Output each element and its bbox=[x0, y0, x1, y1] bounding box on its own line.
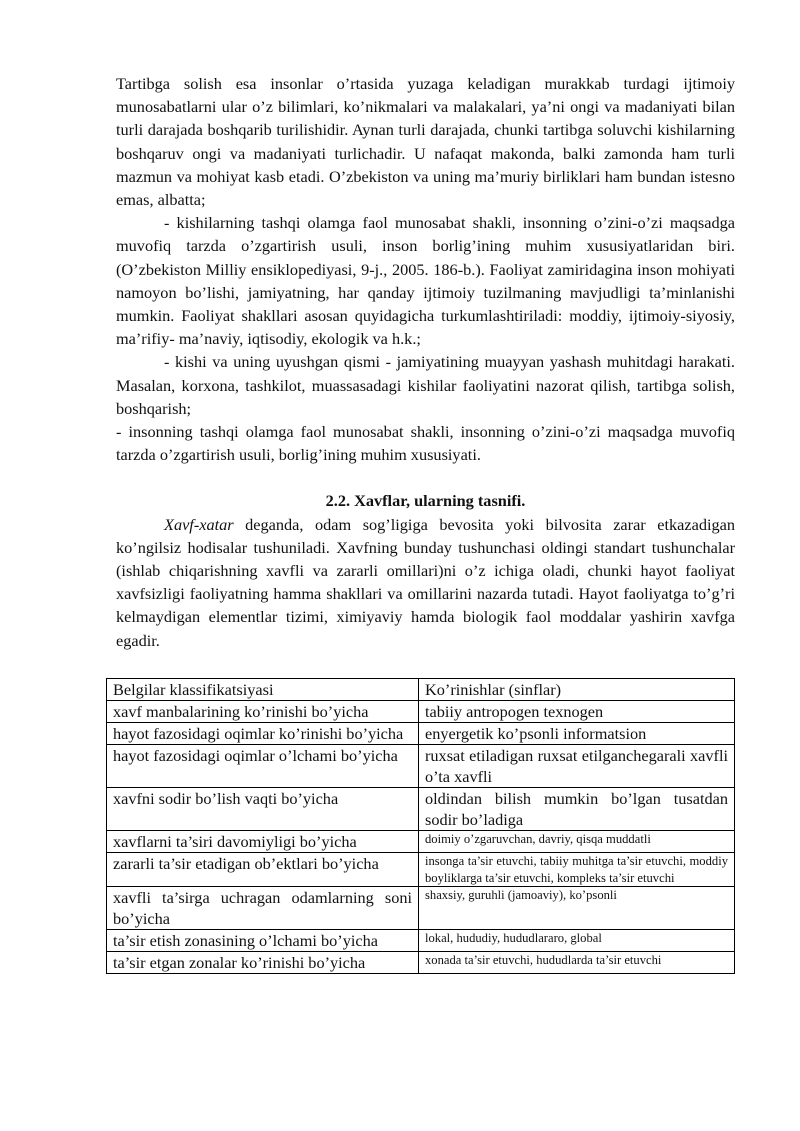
table-cell-criterion: xavflarni ta’siri davomiyligi bo’yicha bbox=[107, 831, 419, 853]
section-heading: 2.2. Xavflar, ularning tasnifi. bbox=[325, 491, 526, 511]
table-cell-criterion: xavfni sodir bo’lish vaqti bo’yicha bbox=[107, 788, 419, 831]
document-page bbox=[116, 72, 735, 652]
term-xavf-xatar: Xavf-xatar bbox=[164, 514, 234, 534]
table-cell-classes: shaxsiy, guruhli (jamoaviy), ko’psonli bbox=[419, 887, 735, 930]
table-cell-criterion: xavfli ta’sirga uchragan odamlarning soni bo’yicha bbox=[107, 887, 419, 930]
table-row bbox=[107, 831, 735, 853]
table-cell-criterion: hayot fazosidagi oqimlar ko’rinishi bo’yicha bbox=[107, 723, 419, 745]
table-row bbox=[107, 930, 735, 952]
paragraph-5 bbox=[116, 513, 735, 652]
table-cell-criterion: ta’sir etgan zonalar ko’rinishi bo’yicha bbox=[107, 952, 419, 974]
table-cell-criterion: ta’sir etish zonasining o’lchami bo’yicha bbox=[107, 930, 419, 952]
table-cell-classes: ruxsat etiladigan ruxsat etilganchegarali xavfli o’ta xavfli bbox=[419, 745, 735, 788]
table-row bbox=[107, 723, 735, 745]
table-cell-classes: insonga ta’sir etuvchi, tabiiy muhitga ta’sir etuvchi, moddiy boyliklarga ta’sir etuvchi, kompleks ta’sir etuvchi bbox=[419, 853, 735, 887]
table-cell-criterion: xavf manbalarining ko’rinishi bo’yicha bbox=[107, 701, 419, 723]
table-cell-classes: xonada ta’sir etuvchi, hududlarda ta’sir etuvchi bbox=[419, 952, 735, 974]
table-row bbox=[107, 701, 735, 723]
paragraph-1: Tartibga solish esa insonlar o’rtasida yuzaga keladigan murakkab turdagi ijtimoiy munosabatlarni ular o’z bilimlari, ko’nikmalari va malakalari, ya’ni ongi va madaniyati bilan turli darajada boshqarib turilishidir. Aynan turli darajada, chunki tartibga soluvchi kishilarning boshqaruv ongi va madaniyati turlichadir. U nafaqat makonda, balki zamonda ham turli mazmun va mohiyat kasb etadi. O’zbekiston va uning ma’muriy birliklari ham bundan istesno emas, albatta; bbox=[116, 74, 735, 210]
table-cell-classes: tabiiy antropogen texnogen bbox=[419, 701, 735, 723]
paragraph-2: - kishilarning tashqi olamga faol munosabat shakli, insonning o’zini-o’zi maqsadga muvofiq tarzda o’zgartirish usuli, inson borlig’ining muhim xususiyatlaridan biri. (O’zbekiston Milliy ensiklopediyasi, 9-j., 2005. 186-b.). Faoliyat zamiridagina inson mohiyati namoyon bo’lishi, jamiyatning, har qanday ijtimoiy tuzilmaning mavjudligi ta’minlanishi mumkin. Faoliyat shakllari asosan quyidagicha turkumlashtiriladi: moddiy, ijtimoiy-siyosiy, ma’rifiy- ma’naviy, iqtisodiy, ekologik va h.k.; bbox=[116, 213, 735, 349]
table-header-row bbox=[107, 679, 735, 701]
paragraph-3: - kishi va uning uyushgan qismi - jamiyatining muayyan yashash muhitdagi harakati. Masalan, korxona, tashkilot, muassasadagi kishilar faoliyatini nazorat qilish, tartibga solish, boshqarish; bbox=[116, 352, 735, 418]
table-cell-classes: lokal, hududiy, hududlararo, global bbox=[419, 930, 735, 952]
table-cell-classes: oldindan bilish mumkin bo’lgan tusatdan sodir bo’ladiga bbox=[419, 788, 735, 831]
table-row bbox=[107, 853, 735, 887]
table-header-cell: Belgilar klassifikatsiyasi bbox=[107, 679, 419, 701]
classification-table bbox=[106, 678, 735, 974]
table-cell-criterion: hayot fazosidagi oqimlar o’lchami bo’yicha bbox=[107, 745, 419, 788]
paragraph-4: - insonning tashqi olamga faol munosabat shakli, insonning o’zini-o’zi maqsadga muvofiq tarzda o’zgartirish usuli, borlig’ining muhim xususiyati. bbox=[116, 422, 735, 465]
table-header-cell: Ko’rinishlar (sinflar) bbox=[419, 679, 735, 701]
table-cell-criterion: zararli ta’sir etadigan ob’ektlari bo’yicha bbox=[107, 853, 419, 887]
table-row bbox=[107, 745, 735, 788]
table-row bbox=[107, 887, 735, 930]
table-cell-classes: doimiy o’zgaruvchan, davriy, qisqa muddatli bbox=[419, 831, 735, 853]
table-row bbox=[107, 952, 735, 974]
table-row bbox=[107, 788, 735, 831]
paragraph-5-text: deganda, odam sog’ligiga bevosita yoki bilvosita zarar etkazadigan ko’ngilsiz hodisalar tushuniladi. Xavfning bunday tushunchasi oldingi standart tushunchalar (ishlab chiqarishning xavfli va zararli omillari)ni o’z ichiga oladi, chunki hayot faoliyat xavfsizligi faoliyatning hamma shakllari va omillarini nazarda tutadi. Hayot faoliyatga to’g’ri kelmaydigan elementlar tizimi, ximiyaviy hamda biologik faol moddalar yashirin xavfga egadir. bbox=[116, 514, 735, 650]
table-cell-classes: enyergetik ko’psonli informatsion bbox=[419, 723, 735, 745]
